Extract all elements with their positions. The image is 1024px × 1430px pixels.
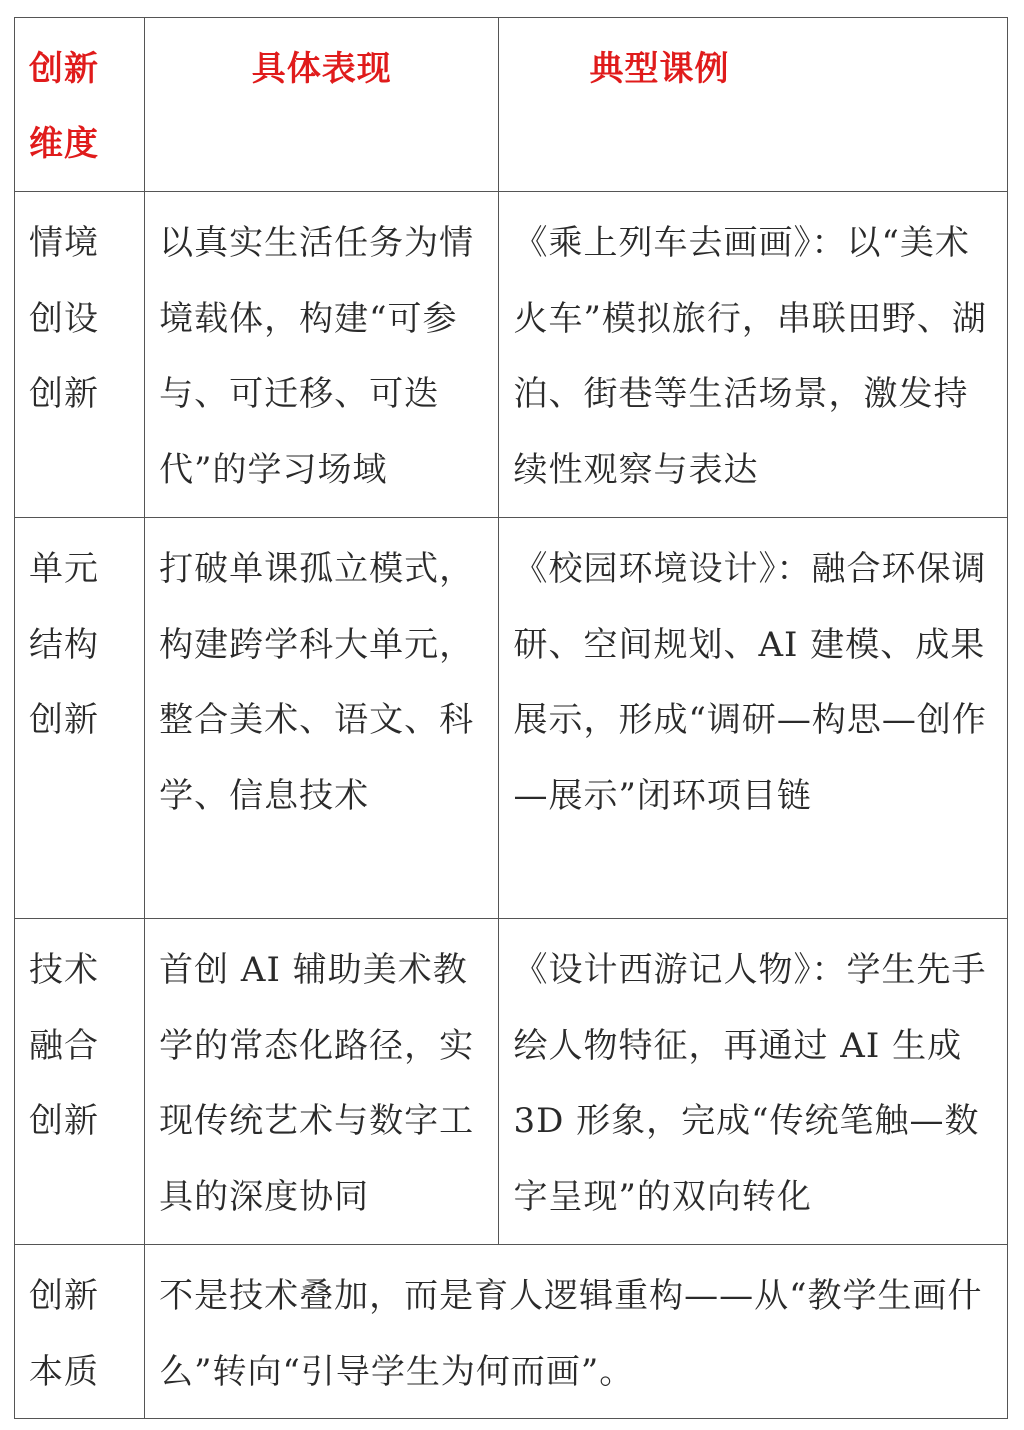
summary-dimension: 创新本质 bbox=[15, 1245, 145, 1419]
row-example: 《设计西游记人物》：学生先手绘人物特征，再通过 AI 生成 3D 形象，完成“传统笔触—数字呈现”的双向转化 bbox=[499, 919, 1008, 1245]
row-dimension: 单元结构创新 bbox=[15, 518, 145, 919]
row-dimension: 情境创设创新 bbox=[15, 192, 145, 518]
row-example: 《校园环境设计》：融合环保调研、空间规划、AI 建模、成果展示，形成“调研—构思—创作—展示”闭环项目链 bbox=[499, 518, 1008, 919]
table-header-row bbox=[15, 18, 1008, 192]
table-row bbox=[15, 518, 1008, 919]
header-dimension: 创新维度 bbox=[15, 18, 145, 192]
summary-text: 不是技术叠加，而是育人逻辑重构——从“教学生画什么”转向“引导学生为何而画”。 bbox=[145, 1245, 1008, 1419]
table-summary-row bbox=[15, 1245, 1008, 1419]
table-row bbox=[15, 192, 1008, 518]
row-performance: 首创 AI 辅助美术教学的常态化路径，实现传统艺术与数字工具的深度协同 bbox=[145, 919, 499, 1245]
row-performance: 以真实生活任务为情境载体，构建“可参与、可迁移、可迭代”的学习场域 bbox=[145, 192, 499, 518]
innovation-table bbox=[14, 17, 1008, 1419]
row-example: 《乘上列车去画画》：以“美术火车”模拟旅行，串联田野、湖泊、街巷等生活场景，激发持续性观察与表达 bbox=[499, 192, 1008, 518]
row-performance: 打破单课孤立模式，构建跨学科大单元，整合美术、语文、科学、信息技术 bbox=[145, 518, 499, 919]
header-example: 典型课例 bbox=[499, 18, 1008, 192]
table-row bbox=[15, 919, 1008, 1245]
header-performance: 具体表现 bbox=[145, 18, 499, 192]
row-dimension: 技术融合创新 bbox=[15, 919, 145, 1245]
